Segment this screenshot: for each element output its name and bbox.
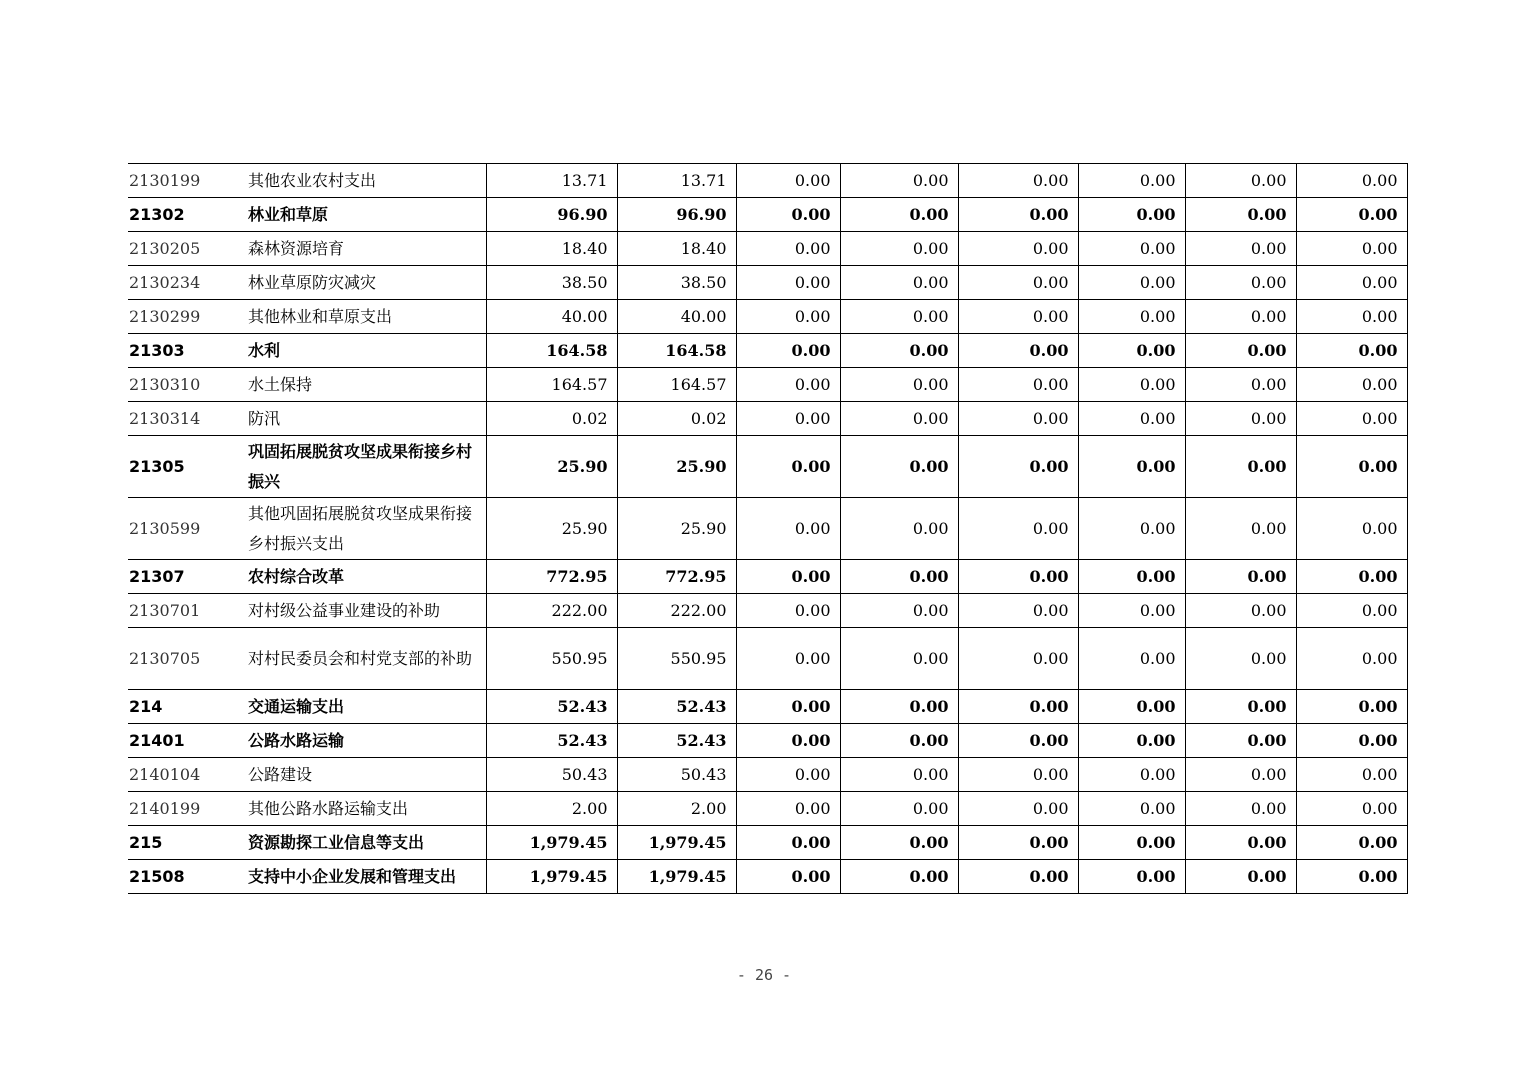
subject-name-cell: 支持中小企业发展和管理支出 <box>246 860 486 894</box>
column-4-cell: 0.00 <box>840 198 958 232</box>
column-7-cell: 0.00 <box>1185 266 1296 300</box>
column-6-cell: 0.00 <box>1078 628 1185 690</box>
total-amount-cell: 1,979.45 <box>486 826 617 860</box>
column-6-cell: 0.00 <box>1078 758 1185 792</box>
column-5-cell: 0.00 <box>958 792 1078 826</box>
column-8-cell: 0.00 <box>1296 300 1407 334</box>
column-8-cell: 0.00 <box>1296 792 1407 826</box>
column-7-cell: 0.00 <box>1185 758 1296 792</box>
basic-expenditure-cell: 25.90 <box>617 498 736 560</box>
column-5-cell: 0.00 <box>958 198 1078 232</box>
column-5-cell: 0.00 <box>958 402 1078 436</box>
table-row <box>128 164 1407 198</box>
project-expenditure-cell: 0.00 <box>736 266 840 300</box>
subject-name-cell: 交通运输支出 <box>246 690 486 724</box>
column-7-cell: 0.00 <box>1185 232 1296 266</box>
subject-name-cell: 其他巩固拓展脱贫攻坚成果衔接乡村振兴支出 <box>246 498 486 560</box>
basic-expenditure-cell: 1,979.45 <box>617 826 736 860</box>
basic-expenditure-cell: 38.50 <box>617 266 736 300</box>
project-expenditure-cell: 0.00 <box>736 826 840 860</box>
column-4-cell: 0.00 <box>840 232 958 266</box>
basic-expenditure-cell: 13.71 <box>617 164 736 198</box>
column-4-cell: 0.00 <box>840 334 958 368</box>
subject-code-cell: 2140199 <box>128 792 246 826</box>
column-6-cell: 0.00 <box>1078 300 1185 334</box>
subject-name-cell: 水利 <box>246 334 486 368</box>
column-6-cell: 0.00 <box>1078 266 1185 300</box>
column-4-cell: 0.00 <box>840 792 958 826</box>
project-expenditure-cell: 0.00 <box>736 594 840 628</box>
column-7-cell: 0.00 <box>1185 164 1296 198</box>
table-row <box>128 860 1407 894</box>
column-7-cell: 0.00 <box>1185 560 1296 594</box>
subject-name-cell: 其他公路水路运输支出 <box>246 792 486 826</box>
column-6-cell: 0.00 <box>1078 498 1185 560</box>
column-8-cell: 0.00 <box>1296 724 1407 758</box>
table-body <box>128 164 1407 894</box>
project-expenditure-cell: 0.00 <box>736 498 840 560</box>
column-4-cell: 0.00 <box>840 368 958 402</box>
column-4-cell: 0.00 <box>840 860 958 894</box>
subject-code-cell: 2130599 <box>128 498 246 560</box>
basic-expenditure-cell: 164.57 <box>617 368 736 402</box>
column-8-cell: 0.00 <box>1296 164 1407 198</box>
subject-code-cell: 21303 <box>128 334 246 368</box>
total-amount-cell: 772.95 <box>486 560 617 594</box>
subject-name-cell: 森林资源培育 <box>246 232 486 266</box>
column-6-cell: 0.00 <box>1078 232 1185 266</box>
column-6-cell: 0.00 <box>1078 198 1185 232</box>
total-amount-cell: 1,979.45 <box>486 860 617 894</box>
column-4-cell: 0.00 <box>840 164 958 198</box>
table-row <box>128 232 1407 266</box>
project-expenditure-cell: 0.00 <box>736 758 840 792</box>
total-amount-cell: 52.43 <box>486 690 617 724</box>
project-expenditure-cell: 0.00 <box>736 724 840 758</box>
project-expenditure-cell: 0.00 <box>736 436 840 498</box>
column-7-cell: 0.00 <box>1185 690 1296 724</box>
column-4-cell: 0.00 <box>840 690 958 724</box>
subject-name-cell: 公路水路运输 <box>246 724 486 758</box>
column-7-cell: 0.00 <box>1185 436 1296 498</box>
column-8-cell: 0.00 <box>1296 334 1407 368</box>
basic-expenditure-cell: 164.58 <box>617 334 736 368</box>
basic-expenditure-cell: 1,979.45 <box>617 860 736 894</box>
column-6-cell: 0.00 <box>1078 560 1185 594</box>
column-5-cell: 0.00 <box>958 560 1078 594</box>
column-7-cell: 0.00 <box>1185 792 1296 826</box>
column-8-cell: 0.00 <box>1296 758 1407 792</box>
subject-name-cell: 对村民委员会和村党支部的补助 <box>246 628 486 690</box>
column-5-cell: 0.00 <box>958 758 1078 792</box>
column-8-cell: 0.00 <box>1296 826 1407 860</box>
column-5-cell: 0.00 <box>958 724 1078 758</box>
column-7-cell: 0.00 <box>1185 724 1296 758</box>
subject-code-cell: 21307 <box>128 560 246 594</box>
subject-code-cell: 21508 <box>128 860 246 894</box>
column-6-cell: 0.00 <box>1078 368 1185 402</box>
column-4-cell: 0.00 <box>840 826 958 860</box>
subject-name-cell: 防汛 <box>246 402 486 436</box>
column-8-cell: 0.00 <box>1296 266 1407 300</box>
basic-expenditure-cell: 96.90 <box>617 198 736 232</box>
subject-name-cell: 其他林业和草原支出 <box>246 300 486 334</box>
table-row <box>128 690 1407 724</box>
column-4-cell: 0.00 <box>840 300 958 334</box>
total-amount-cell: 2.00 <box>486 792 617 826</box>
column-6-cell: 0.00 <box>1078 594 1185 628</box>
column-5-cell: 0.00 <box>958 368 1078 402</box>
column-5-cell: 0.00 <box>958 266 1078 300</box>
project-expenditure-cell: 0.00 <box>736 690 840 724</box>
column-6-cell: 0.00 <box>1078 724 1185 758</box>
subject-name-cell: 林业草原防灾减灾 <box>246 266 486 300</box>
subject-code-cell: 21401 <box>128 724 246 758</box>
basic-expenditure-cell: 25.90 <box>617 436 736 498</box>
table-row <box>128 792 1407 826</box>
column-7-cell: 0.00 <box>1185 826 1296 860</box>
subject-name-cell: 对村级公益事业建设的补助 <box>246 594 486 628</box>
project-expenditure-cell: 0.00 <box>736 628 840 690</box>
table-row <box>128 628 1407 690</box>
column-7-cell: 0.00 <box>1185 402 1296 436</box>
total-amount-cell: 50.43 <box>486 758 617 792</box>
subject-code-cell: 21305 <box>128 436 246 498</box>
table-row <box>128 368 1407 402</box>
subject-code-cell: 2130199 <box>128 164 246 198</box>
column-5-cell: 0.00 <box>958 436 1078 498</box>
column-5-cell: 0.00 <box>958 498 1078 560</box>
column-4-cell: 0.00 <box>840 758 958 792</box>
project-expenditure-cell: 0.00 <box>736 560 840 594</box>
column-6-cell: 0.00 <box>1078 402 1185 436</box>
total-amount-cell: 52.43 <box>486 724 617 758</box>
table-row <box>128 198 1407 232</box>
page-number: - 26 - <box>736 966 792 984</box>
subject-name-cell: 资源勘探工业信息等支出 <box>246 826 486 860</box>
table-row <box>128 758 1407 792</box>
column-6-cell: 0.00 <box>1078 792 1185 826</box>
subject-code-cell: 214 <box>128 690 246 724</box>
total-amount-cell: 164.58 <box>486 334 617 368</box>
column-8-cell: 0.00 <box>1296 436 1407 498</box>
total-amount-cell: 164.57 <box>486 368 617 402</box>
basic-expenditure-cell: 50.43 <box>617 758 736 792</box>
column-6-cell: 0.00 <box>1078 164 1185 198</box>
project-expenditure-cell: 0.00 <box>736 164 840 198</box>
table-row <box>128 334 1407 368</box>
table-row <box>128 266 1407 300</box>
column-4-cell: 0.00 <box>840 560 958 594</box>
subject-code-cell: 2130234 <box>128 266 246 300</box>
total-amount-cell: 222.00 <box>486 594 617 628</box>
total-amount-cell: 18.40 <box>486 232 617 266</box>
table-row <box>128 300 1407 334</box>
column-7-cell: 0.00 <box>1185 334 1296 368</box>
column-5-cell: 0.00 <box>958 690 1078 724</box>
column-6-cell: 0.00 <box>1078 826 1185 860</box>
column-5-cell: 0.00 <box>958 826 1078 860</box>
column-8-cell: 0.00 <box>1296 498 1407 560</box>
column-8-cell: 0.00 <box>1296 368 1407 402</box>
project-expenditure-cell: 0.00 <box>736 792 840 826</box>
project-expenditure-cell: 0.00 <box>736 198 840 232</box>
column-7-cell: 0.00 <box>1185 628 1296 690</box>
column-7-cell: 0.00 <box>1185 368 1296 402</box>
table-row <box>128 826 1407 860</box>
subject-code-cell: 2130705 <box>128 628 246 690</box>
table-row <box>128 498 1407 560</box>
basic-expenditure-cell: 52.43 <box>617 724 736 758</box>
column-7-cell: 0.00 <box>1185 300 1296 334</box>
total-amount-cell: 13.71 <box>486 164 617 198</box>
column-4-cell: 0.00 <box>840 724 958 758</box>
column-6-cell: 0.00 <box>1078 436 1185 498</box>
total-amount-cell: 40.00 <box>486 300 617 334</box>
basic-expenditure-cell: 222.00 <box>617 594 736 628</box>
subject-code-cell: 215 <box>128 826 246 860</box>
subject-code-cell: 21302 <box>128 198 246 232</box>
subject-code-cell: 2130299 <box>128 300 246 334</box>
table-row <box>128 402 1407 436</box>
column-8-cell: 0.00 <box>1296 690 1407 724</box>
subject-code-cell: 2140104 <box>128 758 246 792</box>
project-expenditure-cell: 0.00 <box>736 860 840 894</box>
basic-expenditure-cell: 18.40 <box>617 232 736 266</box>
column-8-cell: 0.00 <box>1296 628 1407 690</box>
subject-code-cell: 2130205 <box>128 232 246 266</box>
column-5-cell: 0.00 <box>958 164 1078 198</box>
column-5-cell: 0.00 <box>958 300 1078 334</box>
column-5-cell: 0.00 <box>958 594 1078 628</box>
column-5-cell: 0.00 <box>958 860 1078 894</box>
total-amount-cell: 0.02 <box>486 402 617 436</box>
basic-expenditure-cell: 52.43 <box>617 690 736 724</box>
total-amount-cell: 38.50 <box>486 266 617 300</box>
project-expenditure-cell: 0.00 <box>736 368 840 402</box>
table-row <box>128 560 1407 594</box>
subject-name-cell: 水土保持 <box>246 368 486 402</box>
subject-code-cell: 2130314 <box>128 402 246 436</box>
column-8-cell: 0.00 <box>1296 232 1407 266</box>
column-7-cell: 0.00 <box>1185 198 1296 232</box>
project-expenditure-cell: 0.00 <box>736 300 840 334</box>
subject-name-cell: 农村综合改革 <box>246 560 486 594</box>
basic-expenditure-cell: 40.00 <box>617 300 736 334</box>
basic-expenditure-cell: 772.95 <box>617 560 736 594</box>
column-4-cell: 0.00 <box>840 436 958 498</box>
project-expenditure-cell: 0.00 <box>736 334 840 368</box>
column-8-cell: 0.00 <box>1296 560 1407 594</box>
basic-expenditure-cell: 0.02 <box>617 402 736 436</box>
column-8-cell: 0.00 <box>1296 402 1407 436</box>
column-4-cell: 0.00 <box>840 498 958 560</box>
total-amount-cell: 550.95 <box>486 628 617 690</box>
basic-expenditure-cell: 550.95 <box>617 628 736 690</box>
total-amount-cell: 25.90 <box>486 498 617 560</box>
column-7-cell: 0.00 <box>1185 594 1296 628</box>
project-expenditure-cell: 0.00 <box>736 402 840 436</box>
column-4-cell: 0.00 <box>840 594 958 628</box>
column-8-cell: 0.00 <box>1296 860 1407 894</box>
subject-name-cell: 公路建设 <box>246 758 486 792</box>
subject-code-cell: 2130310 <box>128 368 246 402</box>
total-amount-cell: 25.90 <box>486 436 617 498</box>
budget-table <box>128 163 1408 894</box>
subject-name-cell: 林业和草原 <box>246 198 486 232</box>
column-8-cell: 0.00 <box>1296 594 1407 628</box>
column-6-cell: 0.00 <box>1078 334 1185 368</box>
column-7-cell: 0.00 <box>1185 498 1296 560</box>
table-row <box>128 436 1407 498</box>
column-8-cell: 0.00 <box>1296 198 1407 232</box>
column-5-cell: 0.00 <box>958 628 1078 690</box>
subject-name-cell: 巩固拓展脱贫攻坚成果衔接乡村振兴 <box>246 436 486 498</box>
column-5-cell: 0.00 <box>958 232 1078 266</box>
column-7-cell: 0.00 <box>1185 860 1296 894</box>
column-4-cell: 0.00 <box>840 628 958 690</box>
subject-name-cell: 其他农业农村支出 <box>246 164 486 198</box>
basic-expenditure-cell: 2.00 <box>617 792 736 826</box>
table-row <box>128 724 1407 758</box>
table-row <box>128 594 1407 628</box>
column-4-cell: 0.00 <box>840 402 958 436</box>
column-5-cell: 0.00 <box>958 334 1078 368</box>
column-6-cell: 0.00 <box>1078 860 1185 894</box>
total-amount-cell: 96.90 <box>486 198 617 232</box>
subject-code-cell: 2130701 <box>128 594 246 628</box>
project-expenditure-cell: 0.00 <box>736 232 840 266</box>
column-4-cell: 0.00 <box>840 266 958 300</box>
column-6-cell: 0.00 <box>1078 690 1185 724</box>
